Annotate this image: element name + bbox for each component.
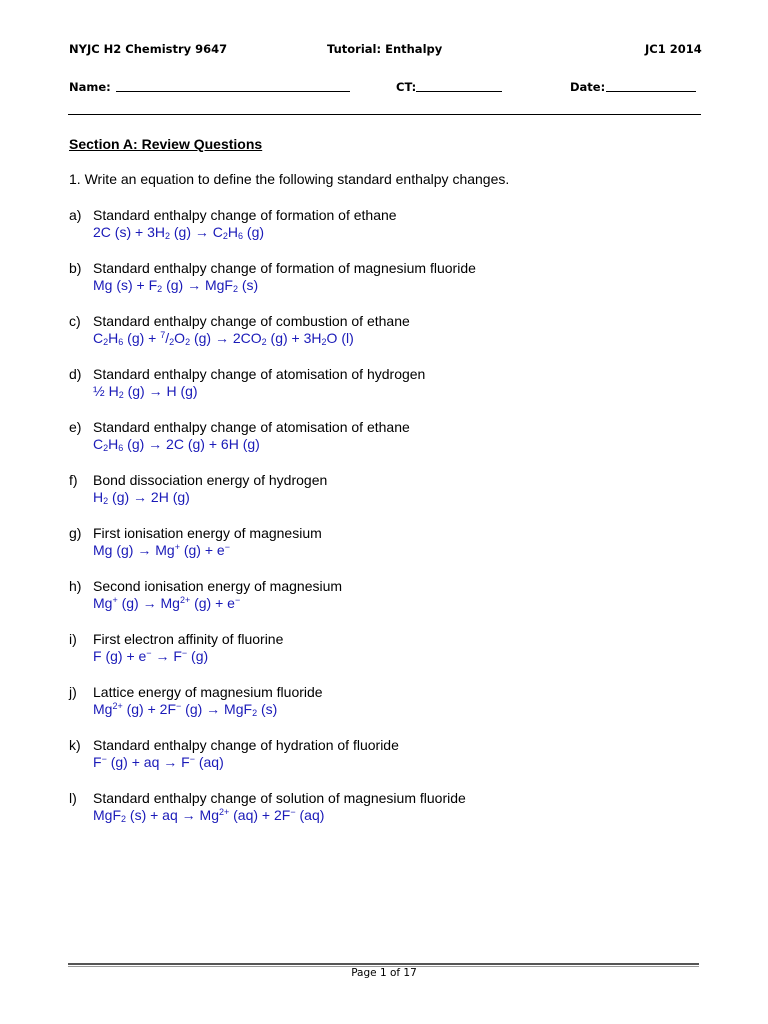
question-text: Standard enthalpy change of atomisation of ethane — [93, 419, 410, 435]
answer-equation: F (g) + e− → F− (g) — [93, 648, 209, 664]
question-letter: f) — [69, 472, 78, 488]
question-letter: d) — [69, 366, 82, 382]
question-letter: j) — [69, 684, 77, 700]
date-label: Date: — [570, 80, 606, 94]
answer-equation: MgF$_2$ (s) + aq → $Mg^{2+}$ (aq) + 2F− (aq) — [93, 807, 325, 824]
header-school: NYJC H2 Chemistry 9647 — [69, 42, 228, 56]
question-text: Bond dissociation energy of hydrogen — [93, 472, 328, 488]
answer-equation: F− (g) + aq → F− (aq) — [93, 754, 224, 770]
question-text: Standard enthalpy change of hydration of fluoride — [93, 737, 399, 753]
question-letter: c) — [69, 313, 81, 329]
header-cohort: JC1 2014 — [645, 42, 702, 56]
question-letter: g) — [69, 525, 82, 541]
question-text: Second ionisation energy of magnesium — [93, 578, 343, 594]
question-text: Standard enthalpy change of solution of magnesium fluoride — [93, 790, 466, 806]
date-field-line — [606, 91, 696, 92]
answer-equation: $C_2H_6$ (g) → 2C (g) + 6H (g) — [93, 436, 260, 453]
question-text: First ionisation energy of magnesium — [93, 525, 322, 541]
name-field-line — [116, 91, 350, 92]
question-intro: 1. Write an equation to define the following standard enthalpy changes. — [69, 171, 510, 187]
name-label: Name: — [69, 80, 111, 94]
question-text: Lattice energy of magnesium fluoride — [93, 684, 323, 700]
question-letter: e) — [69, 419, 82, 435]
answer-equation: Mg $(s) + F_2$ (g) → MgF$_2$ (s) — [93, 277, 259, 294]
answer-equation: $C_2H_6$ $(g) + ^7/_2O_2$ $(g) \to 2CO_2$ $(g) + 3H_2O$ (l) — [93, 330, 354, 347]
question-letter: a) — [69, 207, 82, 223]
ct-field-line — [416, 91, 502, 92]
footer-divider — [68, 963, 699, 965]
question-letter: l) — [69, 790, 77, 806]
header-divider — [68, 114, 701, 115]
ct-label: CT: — [396, 80, 417, 94]
answer-equation: ½ $H_2$ (g) → H (g) — [93, 383, 198, 400]
question-text: First electron affinity of fluorine — [93, 631, 284, 647]
question-text: Standard enthalpy change of formation of ethane — [93, 207, 397, 223]
question-letter: b) — [69, 260, 82, 276]
answer-equation: $Mg^{2+}$ (g) + 2F− (g) → MgF$_2$ (s) — [93, 701, 278, 718]
page-number: Page 1 of 17 — [351, 967, 417, 979]
answer-equation: Mg (g) → Mg+ (g) + e− — [93, 542, 230, 558]
header-title: Tutorial: Enthalpy — [327, 42, 443, 56]
question-letter: i) — [69, 631, 77, 647]
answer-equation: Mg+ $(g) \to Mg^{2+}$ (g) + e− — [93, 595, 241, 611]
question-text: Standard enthalpy change of combustion of ethane — [93, 313, 410, 329]
answer-equation: 2C $(s) + 3H_2$ $(g) \to C_2H_6$ (g) — [93, 224, 265, 241]
question-letter: k) — [69, 737, 81, 753]
question-text: Standard enthalpy change of formation of magnesium fluoride — [93, 260, 476, 276]
question-letter: h) — [69, 578, 82, 594]
section-title: Section A: Review Questions — [69, 136, 263, 152]
question-text: Standard enthalpy change of atomisation of hydrogen — [93, 366, 426, 382]
answer-equation: $H_2$ (g) → 2H (g) — [93, 489, 190, 506]
